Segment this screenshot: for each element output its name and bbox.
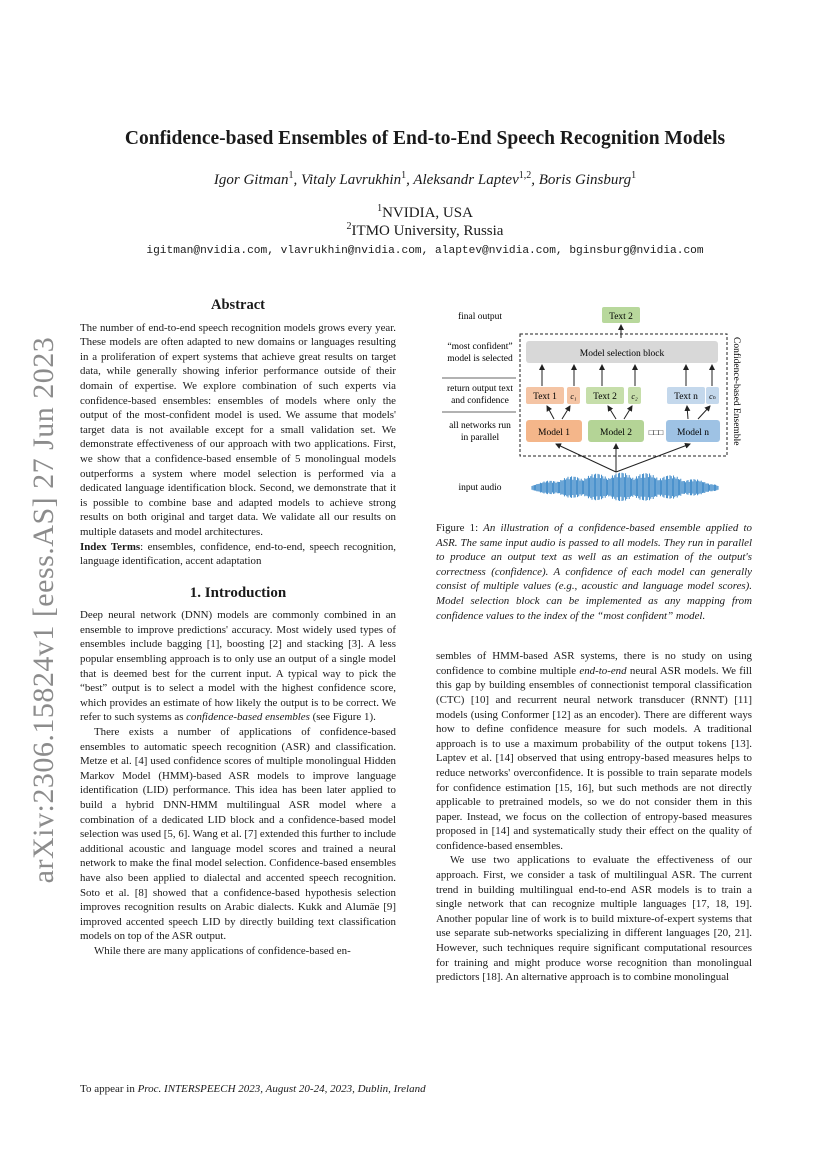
audio-waveform <box>532 473 718 501</box>
right-column <box>436 521 752 985</box>
affiliation-text: NVIDIA, USA <box>382 205 473 221</box>
author-name: Igor Gitman <box>213 172 289 188</box>
intro-text: (see Figure 1). <box>309 711 376 724</box>
index-terms <box>80 540 396 569</box>
arrow <box>608 406 616 419</box>
text-1: Text 1 <box>533 392 557 402</box>
affiliation-mark: 1 <box>377 203 383 214</box>
intro-heading: 1. Introduction <box>189 584 287 601</box>
arrow <box>547 406 554 419</box>
index-terms-list: : ensembles, confidence, end-to-end, speech recognition, language identification, accent adaptation <box>80 540 396 568</box>
arrow <box>562 406 570 419</box>
left-column <box>80 298 396 959</box>
arrow <box>624 406 632 419</box>
output-text: Text 2 <box>609 312 633 322</box>
ensemble-label: Confidence-based Ensemble <box>731 337 741 446</box>
caption-text: An illustration of a confidence-based ensemble applied to ASR. The same input audio is passed to all models. They run in parallel to produce an output text as well as an estimation of the output's correctness (confidence). A confidence of each model can generally consist of multiple values (e.g., acoustic and language model scores). Model selection block can be implemented as any mapping from confidence values to the index of the “most confident” model. <box>436 522 752 622</box>
text-n: Text n <box>674 392 698 402</box>
affiliation-text: ITMO University, Russia <box>351 223 504 239</box>
intro-paragraph-1 <box>80 608 396 725</box>
arrow <box>616 444 690 472</box>
body-text: sembles of HMM-based ASR systems, there is no study on using confidence to combine multiple <box>436 650 752 677</box>
model-selection-label: Model selection block <box>579 349 665 359</box>
author-affiliation-mark: 1 <box>288 170 294 181</box>
affiliation-2 <box>80 221 770 240</box>
index-terms-label: Index Terms <box>80 540 141 553</box>
caption-label: Figure 1: <box>436 522 479 534</box>
conf-n: cₙ <box>709 392 716 401</box>
model-1-label: Model 1 <box>538 428 570 438</box>
body-emphasis: end-to-end <box>579 664 627 677</box>
label-final-output: final output <box>457 312 503 322</box>
affiliation-1 <box>80 203 770 222</box>
arxiv-side-stamp <box>18 336 70 884</box>
arrow <box>687 406 688 419</box>
right-paragraph-2: We use two applications to evaluate the effectiveness of our approach. First, we consider a task of multilingual ASR. The current trend in building multilingual end-to-end ASR models is to train a single network that can recognize multiple languages [17, 18, 19]. Another popular line of work is to build mixture-of-expert systems that use separate sub-networks specializing in different languages [20, 21]. However, such techniques require significant computational resources for training and might produce worse recognition than monolingual predictors [18]. An alternative approach is to combine monolingual <box>436 854 752 984</box>
label-most-confident: “most confident” <box>447 342 513 352</box>
intro-text: Deep neural network (DNN) models are commonly combined in an ensemble to improve predictions' accuracy. Most widely used types of ensembles include bagging [1], boosting [2] and stacking [3]. A less popular ensembling approach is to only use an output of a single model that is deemed best for the current input. A typical way to pick the “best” output is to select a model with the highest confidence score, which provides an estimate of how likely the output is to be correct. We refer to such systems as <box>80 609 396 724</box>
intro-paragraph-3: While there are many applications of confidence-based en- <box>94 944 351 957</box>
label-in-parallel: in parallel <box>460 433 500 443</box>
author-affiliation-mark: 1,2 <box>518 170 532 181</box>
body-text: neural ASR models. We fill this gap by building ensembles of connectionist temporal classification (CTC) [10] and recurrent neural network transducer (RNNT) [11] models (using Conformer [12] as an encoder). There are different ways how to define confidence measure for such models. A traditional approach is to use a maximum probability of the output tokens [13]. Laptev et al. [14] observed that using entropy-based measures helps to reduce networks' overconfidence. It is possible to train separate models for confidence estimation [15, 16], but such methods are not directly applicable to pretrained models, so we do not consider them in this paper. Instead, we focus on the collection of entropy-based measures proposed in [14] and systematically study their effect on the quality of confidence-based ensembles. <box>436 664 752 852</box>
affiliation-mark: 2 <box>346 221 352 232</box>
ellipsis-icon: □□□ <box>648 428 664 437</box>
intro-emphasis: confidence-based ensembles <box>186 711 310 724</box>
arxiv-identifier: arXiv:2306.15824v1 [eess.AS] 27 Jun 2023 <box>27 336 60 884</box>
figure-1-diagram <box>436 302 756 512</box>
author-list: Igor Gitman$^1$, Vitaly Lavrukhin$^1$, Aleksandr Laptev$^{1,2}$, Boris Ginsburg$^1$ <box>213 170 637 188</box>
author-name: Vitaly Lavrukhin <box>300 172 402 188</box>
abstract-heading: Abstract <box>211 297 265 313</box>
model-n-label: Model n <box>677 428 709 438</box>
intro-paragraph-2: There exists a number of applications of confidence-based ensembles to automatic speech recognition (ASR) and classification. Metze et al. [4] used confidence scores of multiple monolingual Hidden Markov Model (HMM)-based ASR models to improve language identification (LID) performance. This idea has been later applied to build a hybrid DNN-HMM multilingual ASR model where a combination of a dedicated LID block and a confidence-based model selection was used [5, 6]. Wang et al. [7] extended this further to include additional acoustic and language model scores and trained a neural network to make the final model selection. Confidence-based ensembles have also been applied to dialectal and accented speech recognition. Soto et al. [8] showed that a confidence-based hypothesis selection improves recognition results on Arabic dialects. Kukk and Alumäe [9] improved accented speech LID by directly building text classification models on top of the ASR output. <box>80 726 396 943</box>
arrow <box>556 444 616 472</box>
page-footer <box>80 1083 426 1095</box>
footer-prefix: To appear in <box>80 1083 138 1095</box>
right-paragraph-1 <box>436 649 752 853</box>
text-2: Text 2 <box>593 392 617 402</box>
conf-1: c₁ <box>570 392 577 401</box>
label-model-selected: model is selected <box>447 354 513 364</box>
conf-2: c₂ <box>631 392 638 401</box>
label-return-output: return output text <box>447 384 513 394</box>
author-affiliation-mark: 1 <box>401 170 407 181</box>
author-name: Boris Ginsburg <box>538 172 632 188</box>
arrow <box>698 406 710 419</box>
model-2-label: Model 2 <box>600 428 632 438</box>
footer-venue: Proc. INTERSPEECH 2023, August 20-24, 2023, Dublin, Ireland <box>137 1083 426 1095</box>
author-name: Aleksandr Laptev <box>413 172 519 188</box>
waveform-trace <box>532 473 718 501</box>
author-affiliation-mark: 1 <box>631 170 637 181</box>
label-input-audio: input audio <box>458 483 502 493</box>
label-all-networks: all networks run <box>449 421 511 431</box>
abstract-text: The number of end-to-end speech recognition models grows every year. These models are often adapted to new domains or languages resulting in a proliferation of expert systems that achieve great results on target data, while generally showing inferior performance outside of their domain of expertise. We explore combination of such experts via confidence-based ensembles: ensembles of models where only the output of the most-confident model is used. We assume that models' target data is not available except for a small validation set. We demonstrate effectiveness of our approach with two applications. First, we show that a confidence-based ensemble of 5 monolingual models outperforms a system where model selection is performed via a dedicated language identification block. Second, we demonstrate that it is possible to combine base and adapted models to achieve strong results on both original and target data. We validate all our results on multiple datasets and model architectures. <box>80 321 396 538</box>
author-emails: igitman@nvidia.com, vlavrukhin@nvidia.com, alaptev@nvidia.com, bginsburg@nvidia.com <box>146 245 704 257</box>
paper-title: Confidence-based Ensembles of End-to-End Speech Recognition Models <box>124 128 726 149</box>
figure-1-caption <box>436 521 752 623</box>
label-and-confidence: and confidence <box>451 396 509 406</box>
